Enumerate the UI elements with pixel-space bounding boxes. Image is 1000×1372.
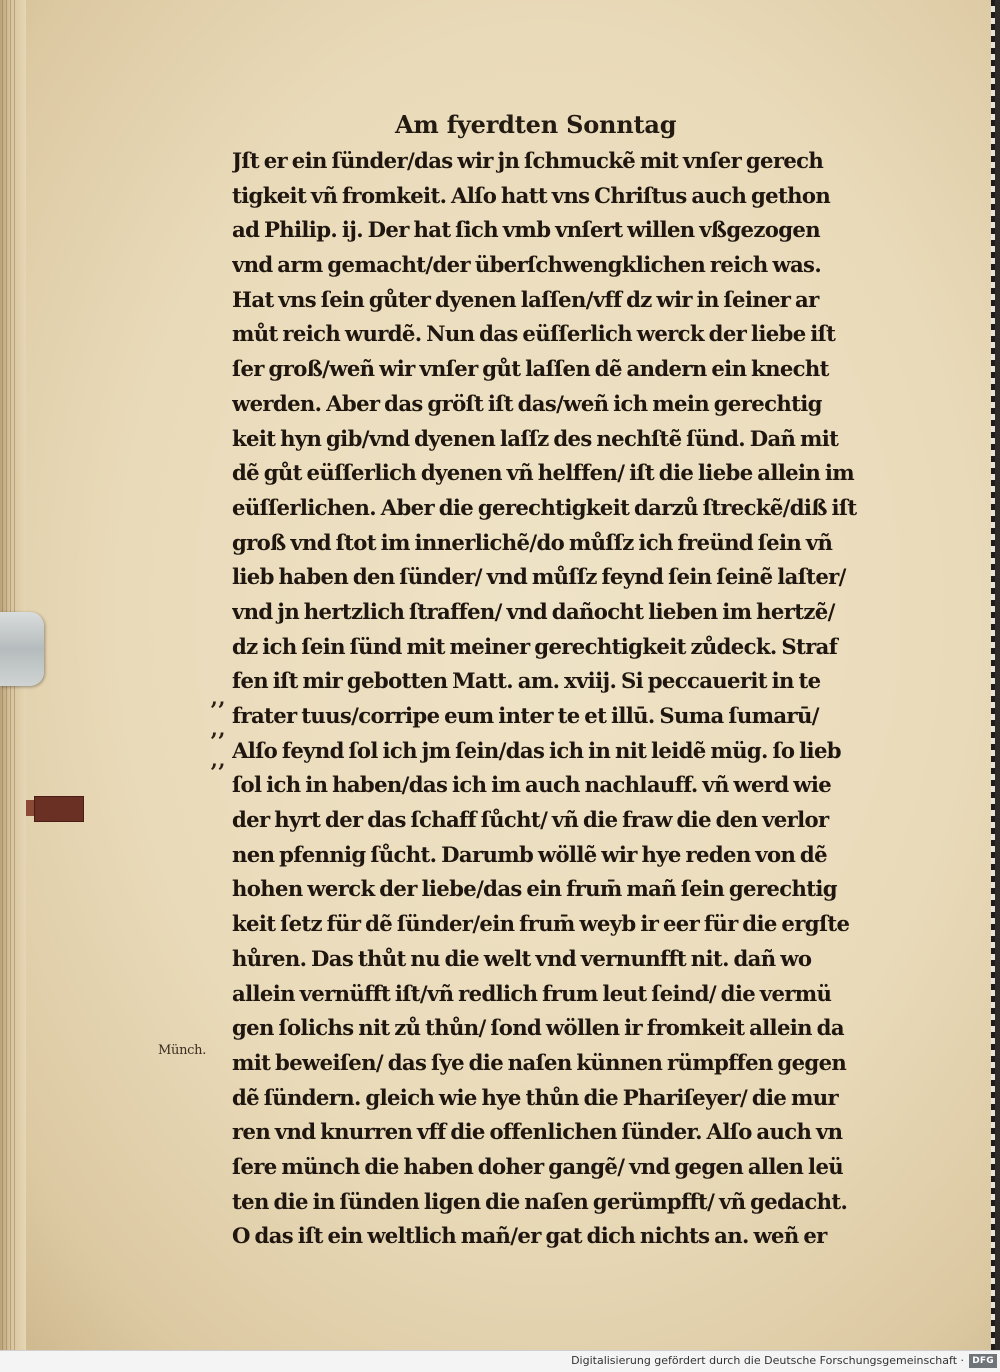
text-line: fen iſt mir gebotten Matt. am. xviij. Si peccauerit in te <box>232 668 821 694</box>
running-head: Am fyerdten Sonntag <box>395 110 677 139</box>
text-line: der hyrt der das ſchaff ſůcht/ vñ die fraw die den verlor <box>232 807 829 833</box>
text-line: ſer groß/weñ wir vnſer gůt laſſen dẽ andern ein knecht <box>232 356 829 382</box>
quote-mark: ’’ <box>210 698 226 724</box>
text-line: Jſt er ein ſünder/das wir jn ſchmuckẽ mit vnſer gerech <box>232 148 824 173</box>
text-line: Hat vns ſein gůter dyenen laſſen/vff dz wir in ſeiner ar <box>232 286 819 312</box>
bookmark-ribbon <box>34 796 84 822</box>
text-line: frater tuus/corripe eum inter te et illū. Suma ſumarū/ <box>232 703 819 728</box>
quote-mark: ’’ <box>210 760 226 786</box>
text-line: dẽ gůt eüſſerlich dyenen vñ helffen/ iſt die liebe allein im <box>232 460 855 486</box>
text-line: hohen werck der liebe/das ein frum̄ mañ ſein gerechtig <box>232 876 837 902</box>
text-line: můt reich wurdẽ. Nun das eüſſerlich werck der liebe iſt <box>232 321 836 347</box>
text-line: keit ſetz für dẽ ſünder/ein frum̄ weyb ir eer für die ergſte <box>232 911 850 937</box>
text-line: gen ſolichs nit zů thůn/ ſond wöllen ir fromkeit allein da <box>232 1015 844 1041</box>
text-line: eüſſerlichen. Aber die gerechtigkeit darzů ſtreckẽ/diß iſt <box>232 494 857 520</box>
text-line: ren vnd knurren vff die offenlichen ſünder. Alſo auch vn <box>232 1119 843 1145</box>
scan-border <box>995 0 1000 1350</box>
text-line: dẽ ſündern. gleich wie hye thůn die Phariſeyer/ die mur <box>232 1084 838 1110</box>
margin-note: Münch. <box>158 1043 207 1058</box>
text-line: ad Philip. ij. Der hat ſich vmb vnſert willen vßgezogen <box>232 217 820 243</box>
text-line: ten die in ſünden ligen die naſen gerümpfft/ vñ gedacht. <box>232 1188 848 1214</box>
funding-credit: Digitalisierung gefördert durch die Deutsche Forschungsgemeinschaft · <box>571 1354 964 1367</box>
body-text <box>232 144 912 1254</box>
text-line: Alſo feynd ſol ich jm ſein/das ich in nit leidẽ müg. ſo lieb <box>232 737 841 763</box>
text-line: tigkeit vñ fromkeit. Alſo hatt vns Chriſtus auch gethon <box>232 182 831 208</box>
text-line: ſere münch die haben doher gangẽ/ vnd gegen allen leü <box>232 1153 844 1179</box>
page-clip <box>0 612 44 686</box>
text-line: ſol ich in haben/das ich im auch nachlauff. vñ werd wie <box>232 772 832 798</box>
text-line: groß vnd ſtot im innerlichẽ/do můſſz ich freünd ſein vñ <box>232 529 833 555</box>
text-line: allein vernüfft iſt/vñ redlich frum leut ſeind/ die vermü <box>232 980 832 1006</box>
text-line: hůren. Das thůt nu die welt vnd vernunfft nit. dañ wo <box>232 945 812 971</box>
text-line: dz ich ſein ſünd mit meiner gerechtigkeit zůdeck. Straf <box>232 633 838 659</box>
text-line: O das iſt ein weltlich mañ/er gat dich nichts an. weñ er <box>232 1223 827 1249</box>
text-line: lieb haben den ſünder/ vnd můſſz feynd ſein ſeinẽ laſter/ <box>232 564 846 590</box>
text-line: mit beweiſen/ das ſye die naſen künnen rümpffen gegen <box>232 1049 847 1075</box>
text-line: keit hyn gib/vnd dyenen laſſz des nechſtẽ ſünd. Dañ mit <box>232 425 839 451</box>
quote-mark: ’’ <box>210 729 226 755</box>
dfg-logo-icon: DFG <box>969 1354 997 1368</box>
footer-bar <box>0 1350 1000 1372</box>
text-line: vnd arm gemacht/der überſchwengklichen reich was. <box>232 252 822 278</box>
text-line: nen pfennig ſůcht. Darumb wöllẽ wir hye reden von dẽ <box>232 841 827 867</box>
text-line: vnd jn hertzlich ſtraffen/ vnd dañocht lieben im hertzẽ/ <box>232 598 835 624</box>
text-line: werden. Aber das gröſt iſt das/weñ ich mein gerechtig <box>232 390 822 416</box>
